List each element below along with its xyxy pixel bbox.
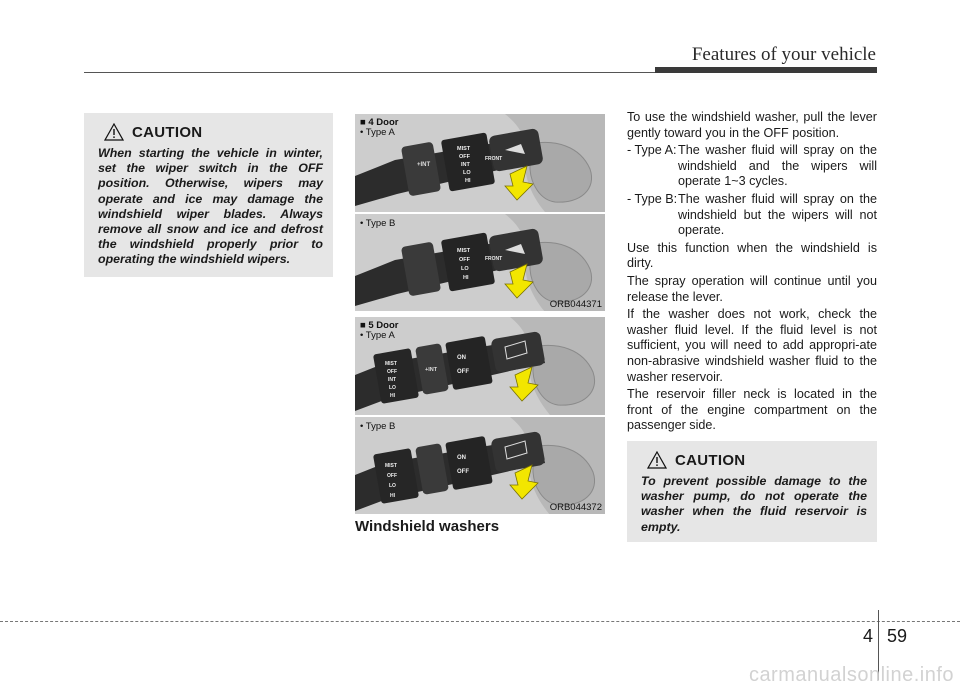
figure-caption: Windshield washers (355, 518, 500, 535)
svg-text:OFF: OFF (457, 369, 469, 375)
body-text (627, 110, 877, 436)
figure-type-label: • Type A (360, 330, 395, 341)
figure-group-label: ■ 5 Door (360, 320, 399, 331)
warning-triangle-icon (104, 123, 124, 141)
caution-title: CAUTION (132, 123, 203, 141)
figure-5-door (355, 317, 605, 514)
watermark: carmanualsonline.info (748, 664, 954, 686)
caution-heading (647, 451, 867, 469)
warning-triangle-icon (647, 451, 667, 469)
list-item (627, 143, 877, 190)
body-paragraph: Use this function when the windshield is dirty. (627, 240, 877, 271)
figure-code: ORB044372 (549, 502, 602, 513)
svg-text:OFF: OFF (459, 257, 470, 263)
svg-text:FRONT: FRONT (485, 156, 503, 162)
figure-4-door-type-b (355, 214, 605, 311)
list-item-label: - Type A: (627, 143, 677, 158)
body-intro: To use the windshield washer, pull the lever gently toward you in the OFF position. (627, 110, 877, 140)
caution-text: When starting the vehicle in winter, set the wiper switch in the OFF position. Otherwise, wipers may operate and ice may damage the windshield wiper blades. Always remove all snow and ice and defrost the windshield properly prior to operating the windshield wipers. (98, 146, 323, 267)
svg-text:FRONT: FRONT (485, 256, 503, 262)
svg-text:MIST: MIST (457, 248, 471, 254)
figure-4-door (355, 114, 605, 311)
caution-heading (104, 123, 323, 141)
header-rule (84, 72, 690, 73)
body-paragraph: The spray operation will continue until you release the lever. (627, 273, 877, 304)
svg-text:LO: LO (389, 385, 396, 391)
svg-text:LO: LO (389, 483, 396, 489)
svg-text:MIST: MIST (385, 463, 397, 469)
figure-code: ORB044371 (549, 299, 602, 310)
svg-text:+INT: +INT (425, 367, 438, 373)
svg-text:ON: ON (457, 455, 466, 461)
svg-text:LO: LO (463, 170, 471, 176)
svg-text:HI: HI (390, 493, 395, 499)
svg-text:HI: HI (463, 275, 469, 281)
svg-text:OFF: OFF (387, 473, 397, 479)
caution-text: To prevent possible damage to the washer pump, do not operate the washer when the fluid reservoir is empty. (641, 474, 867, 534)
body-paragraph: The reservoir filler neck is located in the front of the engine compartment on the passenger side. (627, 387, 877, 433)
caution-box-washer (627, 441, 877, 542)
page-header-title: Features of your vehicle (691, 44, 876, 65)
header-rule-accent (655, 67, 877, 73)
figure-5-door-type-a (355, 317, 605, 415)
svg-text:OFF: OFF (459, 154, 470, 160)
page-number: 59 (887, 626, 908, 646)
figure-type-label: • Type A (360, 127, 395, 138)
list-item-label: - Type B: (627, 191, 678, 206)
svg-text:ON: ON (457, 355, 466, 361)
svg-text:OFF: OFF (457, 469, 469, 475)
footer-rule (0, 621, 960, 622)
figure-5-door-type-b (355, 417, 605, 514)
figure-group-label: ■ 4 Door (360, 117, 399, 128)
body-paragraph: If the washer does not work, check the washer fluid level. If the fluid level is not sufficient, you will need to add appropri-ate non-abrasive windshield washer fluid to the washer reservoir. (627, 307, 877, 384)
svg-text:LO: LO (461, 266, 469, 272)
figure-4-door-type-a (355, 114, 605, 212)
section-number: 4 (862, 626, 873, 646)
list-item (627, 192, 877, 239)
list-item-text: The washer fluid will spray on the windshield and the wipers will operate 1~3 cycles. (678, 143, 877, 189)
svg-text:HI: HI (390, 393, 395, 399)
caution-title: CAUTION (675, 451, 746, 469)
svg-text:INT: INT (461, 162, 470, 168)
figure-type-label: • Type B (360, 218, 396, 229)
svg-text:+INT: +INT (417, 162, 431, 168)
svg-text:INT: INT (388, 377, 397, 383)
figure-type-label: • Type B (360, 421, 396, 432)
svg-text:OFF: OFF (387, 369, 397, 375)
svg-text:MIST: MIST (457, 146, 471, 152)
svg-text:MIST: MIST (385, 361, 397, 367)
caution-box-winter (84, 113, 333, 277)
svg-text:HI: HI (465, 178, 471, 184)
list-item-text: The washer fluid will spray on the windshield but the wipers will not operate. (678, 191, 877, 238)
